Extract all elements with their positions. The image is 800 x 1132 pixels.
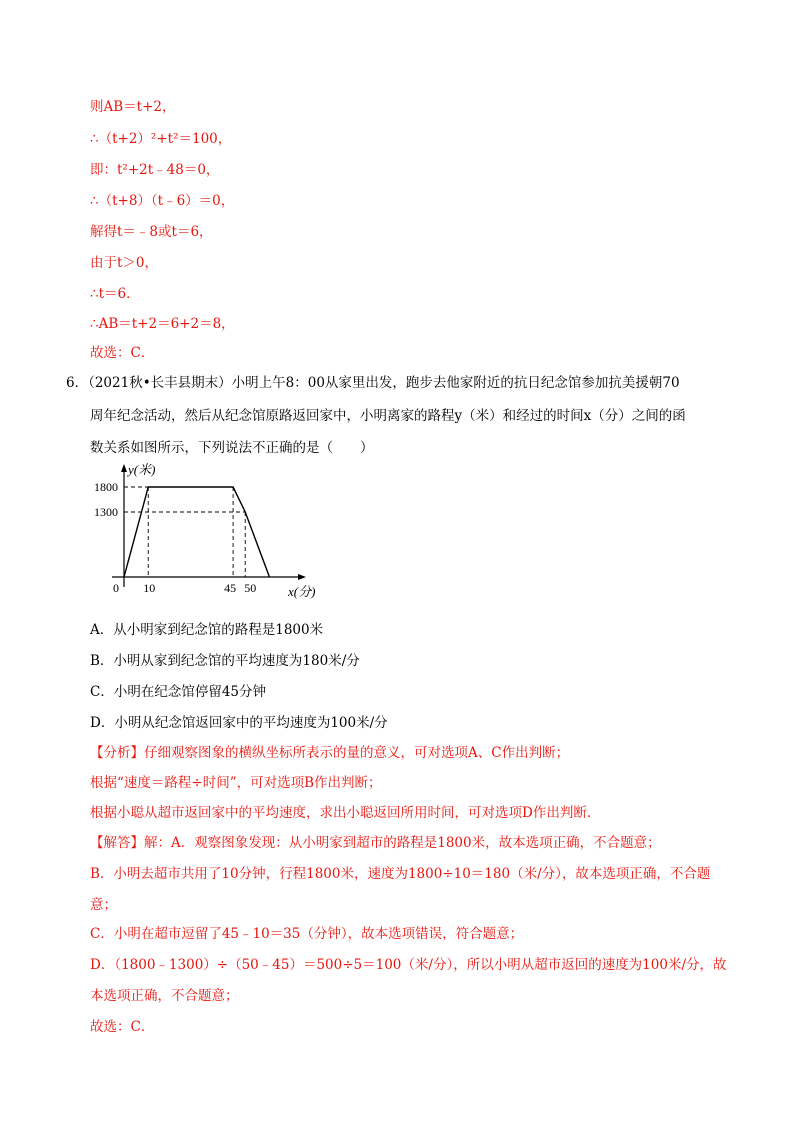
solution-line: 意；	[90, 897, 117, 913]
tick-label-y-1800: 1800	[94, 480, 118, 494]
prev-solution-line: ∴（t+2）²+t²＝100，	[90, 131, 232, 147]
analysis-line: 【分析】仔细观察图象的横纵坐标所表示的量的意义，可对选项A、C作出判断；	[90, 745, 570, 761]
question-text-line: 6．（2021秋•长丰县期末）小明上午8：00从家里出发，跑步去他家附近的抗日纪念馆参加抗美援朝70	[66, 375, 680, 391]
option-c: C．小明在纪念馆停留45分钟	[90, 684, 267, 700]
tick-label-x-45: 45	[224, 581, 237, 595]
option-a: A．从小明家到纪念馆的路程是1800米	[90, 622, 324, 638]
series-line	[124, 487, 269, 577]
prev-solution-line: 解得t＝﹣8或t＝6，	[90, 224, 213, 240]
tick-label-x-50: 50	[244, 581, 257, 595]
y-axis-arrow	[121, 464, 127, 472]
distance-time-graph	[84, 462, 334, 607]
prev-solution-line: 即：t²+2t﹣48＝0，	[90, 162, 220, 178]
solution-line: 本选项正确，不合题意；	[90, 988, 239, 1004]
solution-line: D．（1800﹣1300）÷（50﹣45）＝500÷5＝100（米/分），所以小明从超市返回的速度为100米/分，故	[90, 957, 727, 973]
question-text-line: 周年纪念活动，然后从纪念馆原路返回家中，小明离家的路程y（米）和经过的时间x（分）之间的函	[90, 408, 686, 424]
prev-solution-line: 由于t＞0，	[90, 255, 159, 271]
prev-solution-line: ∴AB＝t+2＝6+2＝8，	[90, 316, 235, 332]
solution-line: B．小明去超市共用了10分钟，行程1800米，速度为1800÷10＝180（米/分），故本选项正确，不合题	[90, 866, 711, 882]
analysis-line: 根据小聪从超市返回家中的平均速度，求出小聪返回所用时间，可对选项D作出判断．	[90, 805, 601, 821]
option-d: D．小明从纪念馆返回家中的平均速度为100米/分	[90, 715, 388, 731]
solution-line: C．小明在超市逗留了45﹣10＝35（分钟），故本选项错误，符合题意；	[90, 926, 524, 942]
question-text-line: 数关系如图所示，下列说法不正确的是（ ）	[90, 440, 374, 456]
solution-line: 【解答】解：A．观察图象发现：从小明家到超市的路程是1800米，故本选项正确，不合题意；	[90, 835, 661, 851]
prev-solution-line: ∴t＝6．	[90, 286, 140, 302]
prev-solution-line: ∴（t+8）（t﹣6）＝0，	[90, 193, 235, 209]
solution-line: 故选：C．	[90, 1019, 155, 1035]
tick-label-x-0: 0	[113, 581, 119, 595]
tick-label-y-1300: 1300	[94, 505, 118, 519]
y-axis-label: y(米)	[128, 462, 156, 477]
x-axis-arrow	[298, 574, 306, 580]
tick-label-x-10: 10	[143, 581, 156, 595]
analysis-line: 根据“速度＝路程÷时间”，可对选项B作出判断；	[90, 775, 382, 791]
prev-solution-line: 故选：C．	[90, 345, 155, 361]
prev-solution-line: 则AB＝t+2，	[90, 99, 176, 115]
x-axis-label: x(分)	[288, 584, 316, 599]
option-b: B．小明从家到纪念馆的平均速度为180米/分	[90, 653, 360, 669]
